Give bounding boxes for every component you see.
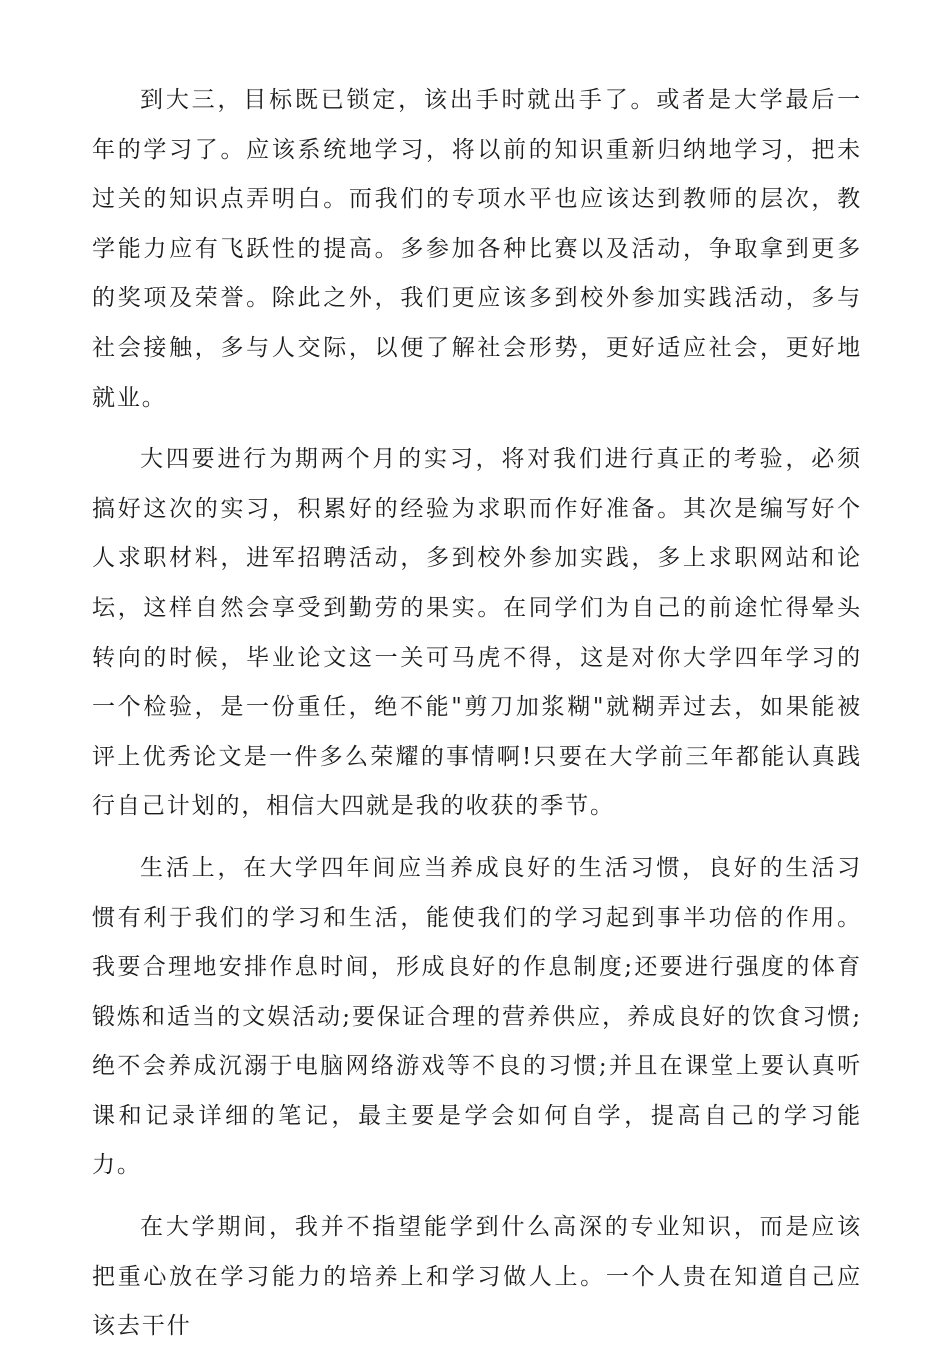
- paragraph-university-period: 在大学期间，我并不指望能学到什么高深的专业知识，而是应该把重心放在学习能力的培养上和学习做人上。一个人贵在知道自己应该去干什: [92, 1214, 862, 1340]
- paragraph-senior-year: 大四要进行为期两个月的实习，将对我们进行真正的考验，必须搞好这次的实习，积累好的经验为求职而作好准备。其次是编写好个人求职材料，进军招聘活动，多到校外参加实践，多上求职网站和论坛，这样自然会享受到勤劳的果实。在同学们为自己的前途忙得晕头转向的时候，毕业论文这一关可马虎不得，这是对你大学四年学习的一个检验，是一份重任，绝不能"剪刀加浆糊"就糊弄过去，如果能被评上优秀论文是一件多么荣耀的事情啊!只要在大学前三年都能认真践行自己计划的，相信大四就是我的收获的季节。: [92, 446, 862, 820]
- paragraph-junior-year: 到大三，目标既已锁定，该出手时就出手了。或者是大学最后一年的学习了。应该系统地学习，将以前的知识重新归纳地学习，把未过关的知识点弄明白。而我们的专项水平也应该达到教师的层次，教学能力应有飞跃性的提高。多参加各种比赛以及活动，争取拿到更多的奖项及荣誉。除此之外，我们更应该多到校外参加实践活动，多与社会接触，多与人交际，以便了解社会形势，更好适应社会，更好地就业。: [92, 87, 862, 411]
- document-body: [92, 76, 862, 1364]
- paragraph-life-habits: 生活上，在大学四年间应当养成良好的生活习惯，良好的生活习惯有利于我们的学习和生活，能使我们的学习起到事半功倍的作用。我要合理地安排作息时间，形成良好的作息制度;还要进行强度的体育锻炼和适当的文娱活动;要保证合理的营养供应，养成良好的饮食习惯;绝不会养成沉溺于电脑网络游戏等不良的习惯;并且在课堂上要认真听课和记录详细的笔记，最主要是学会如何自学，提高自己的学习能力。: [92, 854, 862, 1179]
